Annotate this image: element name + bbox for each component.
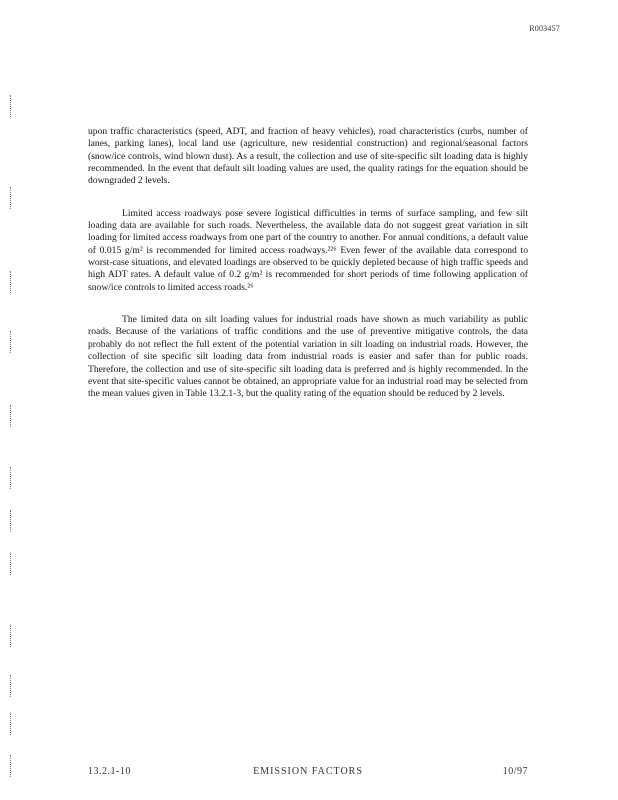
footer-date: 10/97 [502, 766, 528, 777]
margin-mark [10, 405, 12, 427]
margin-mark [10, 467, 12, 489]
paragraph: Limited access roadways pose severe logistical difficulties in terms of surface sampling, and few silt loading data are available for such roads. Nevertheless, the available data do not suggest great variation in silt loading for limited access roadways from one part of the country to another. For annual conditions, a default value of 0.015 g/m² is recommended for limited access roadways.²²⁶ Even fewer of the available data correspond to worst-case situations, and elevated loadings are observed to be quickly depleted because of high traffic speeds and high ADT rates. A default value of 0.2 g/m² is recommended for short periods of time following application of snow/ice controls to limited access roads.²⁶ [88, 207, 528, 293]
margin-mark [10, 713, 12, 735]
margin-mark [10, 625, 12, 647]
margin-mark [10, 331, 12, 353]
margin-mark [10, 187, 12, 209]
margin-mark [10, 755, 12, 777]
margin-mark [10, 675, 12, 697]
margin-mark [10, 510, 12, 532]
footer-section-number: 13.2.1-10 [88, 766, 131, 777]
paragraph: The limited data on silt loading values for industrial roads have shown as much variability as public roads. Because of the variations of traffic conditions and the use of preventive mitigative controls, the data probably do not reflect the full extent of the potential variation in silt loading on industrial roads. However, the collection of site specific silt loading data from industrial roads is easier and safer than for public roads. Therefore, the collection and use of site-specific silt loading data is preferred and is highly recommended. In the event that site-specific values cannot be obtained, an appropriate value for an industrial road may be selected from the mean values given in Table 13.2.1-3, but the quality rating of the equation should be reduced by 2 levels. [88, 314, 528, 400]
margin-mark [10, 271, 12, 293]
body-text [88, 126, 528, 421]
bates-number: R003457 [529, 24, 560, 33]
margin-mark [10, 95, 12, 117]
footer-title: EMISSION FACTORS [253, 766, 363, 777]
margin-mark [10, 553, 12, 575]
page-footer [88, 766, 528, 780]
paragraph: upon traffic characteristics (speed, ADT, and fraction of heavy vehicles), road characteristics (curbs, number of lanes, parking lanes), local land use (agriculture, new residential construction) and regional/seasonal factors (snow/ice controls, wind blown dust). As a result, the collection and use of site-specific silt loading data is highly recommended. In the event that default silt loading values are used, the quality ratings for the equation should be downgraded 2 levels. [88, 126, 528, 187]
binding-margin-marks [10, 95, 14, 785]
